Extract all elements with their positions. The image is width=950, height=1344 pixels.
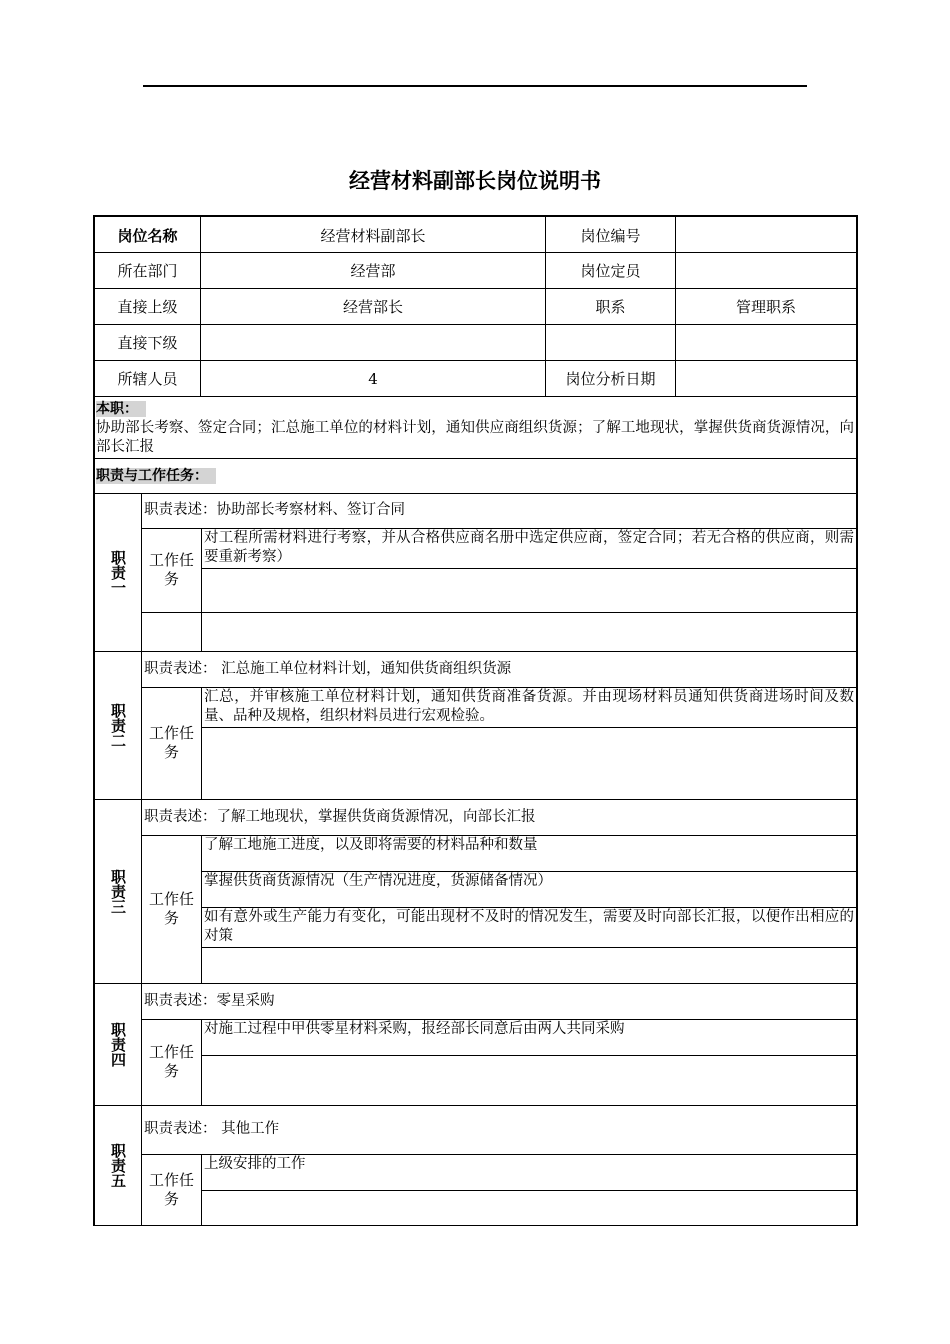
- summary-text: 协助部长考察、签定合同；汇总施工单位的材料计划，通知供应商组织货源；了解工地现状，掌握供货商货源情况，向部长汇报: [96, 420, 854, 455]
- duty-description: 职责表述：零星采购: [144, 993, 275, 1009]
- staff-label: 所辖人员: [117, 370, 178, 388]
- position-name-value: 经营材料副部长: [320, 226, 426, 245]
- subordinate-label: 直接下级: [117, 334, 178, 352]
- work-task-label: 工作任务: [148, 1171, 194, 1208]
- task-text: 上级安排的工作: [204, 1156, 306, 1172]
- summary-label: [96, 400, 146, 419]
- task-empty: [204, 948, 854, 982]
- work-col-divider: [201, 835, 202, 983]
- staff-value: 4: [368, 369, 378, 388]
- task-empty: [204, 728, 854, 762]
- duty-name: 职责四: [109, 1021, 127, 1067]
- subordinate-value: [201, 325, 545, 360]
- work-col-divider: [201, 687, 202, 799]
- duty-description: 职责表述： 其他工作: [144, 1121, 280, 1137]
- task-empty: [204, 1191, 854, 1225]
- duty-block-border: [94, 1105, 857, 1106]
- duties-right-border: [856, 493, 858, 1226]
- summary-label-text: 本职：: [96, 401, 146, 417]
- duty-block-border: [94, 493, 857, 494]
- job-family-label: 职系: [595, 298, 626, 316]
- header-rule: [143, 85, 807, 87]
- department-value: 经营部: [350, 262, 396, 280]
- work-col-divider: [201, 1019, 202, 1105]
- duty-block-border: [94, 983, 857, 984]
- duty-name: 职责二: [109, 702, 127, 748]
- duty-block-border: [94, 799, 857, 800]
- duty-name: 职责五: [109, 1143, 127, 1188]
- task-text: 掌握供货商货源情况（生产情况进度，货源储备情况）: [204, 873, 552, 889]
- duties-bottom-border: [93, 1225, 858, 1226]
- task-text: 对工程所需材料进行考察，并从合格供应商名册中选定供应商，签定合同；若无合格的供应商，则需要重新考察）: [204, 530, 854, 565]
- duty-row-divider: [141, 612, 857, 613]
- duty-description: 职责表述：协助部长考察材料、签订合同: [144, 502, 405, 518]
- duty-description: 职责表述： 汇总施工单位材料计划，通知供货商组织货源: [144, 661, 512, 677]
- analysis-date-value: [676, 361, 856, 396]
- duty-name: 职责一: [109, 549, 127, 595]
- superior-value: 经营部长: [342, 298, 403, 316]
- duty-name: 职责三: [109, 868, 127, 914]
- headcount-value: [676, 253, 856, 288]
- job-family-value: 管理职系: [735, 298, 796, 316]
- work-task-label: 工作任务: [148, 551, 194, 588]
- task-text: 了解工地施工进度，以及即将需要的材料品种和数量: [204, 837, 538, 853]
- superior-label: 直接上级: [117, 298, 178, 316]
- analysis-date-label: 岗位分析日期: [565, 370, 656, 388]
- task-text: 汇总，并审核施工单位材料计划，通知供货商准备货源。并由现场材料员通知供货商进场时间及数量、品种及规格，组织材料员进行宏观检验。: [204, 689, 854, 724]
- duty-description: 职责表述：了解工地现状，掌握供货商货源情况，向部长汇报: [144, 809, 536, 825]
- page-title: 经营材料副部长岗位说明书: [349, 169, 601, 193]
- task-empty: [204, 1056, 854, 1104]
- duty-block-border: [94, 651, 857, 652]
- position-code-label: 岗位编号: [580, 226, 641, 245]
- department-label: 所在部门: [117, 262, 178, 280]
- task-empty: [204, 569, 854, 611]
- work-task-label: 工作任务: [148, 1043, 194, 1080]
- position-code-value: [676, 218, 856, 252]
- work-task-label: 工作任务: [148, 890, 194, 927]
- headcount-label: 岗位定员: [580, 262, 641, 280]
- work-col-divider: [201, 528, 202, 651]
- duties-header-text: 职责与工作任务：: [96, 468, 216, 484]
- work-task-label: 工作任务: [148, 724, 194, 761]
- task-text: 对施工过程中甲供零星材料采购，报经部长同意后由两人共同采购: [204, 1021, 625, 1037]
- task-text: 如有意外或生产能力有变化，可能出现材不及时的情况发生，需要及时向部长汇报，以便作出相应的对策: [204, 909, 854, 944]
- position-name-label: 岗位名称: [117, 226, 178, 245]
- duties-header: [96, 467, 216, 486]
